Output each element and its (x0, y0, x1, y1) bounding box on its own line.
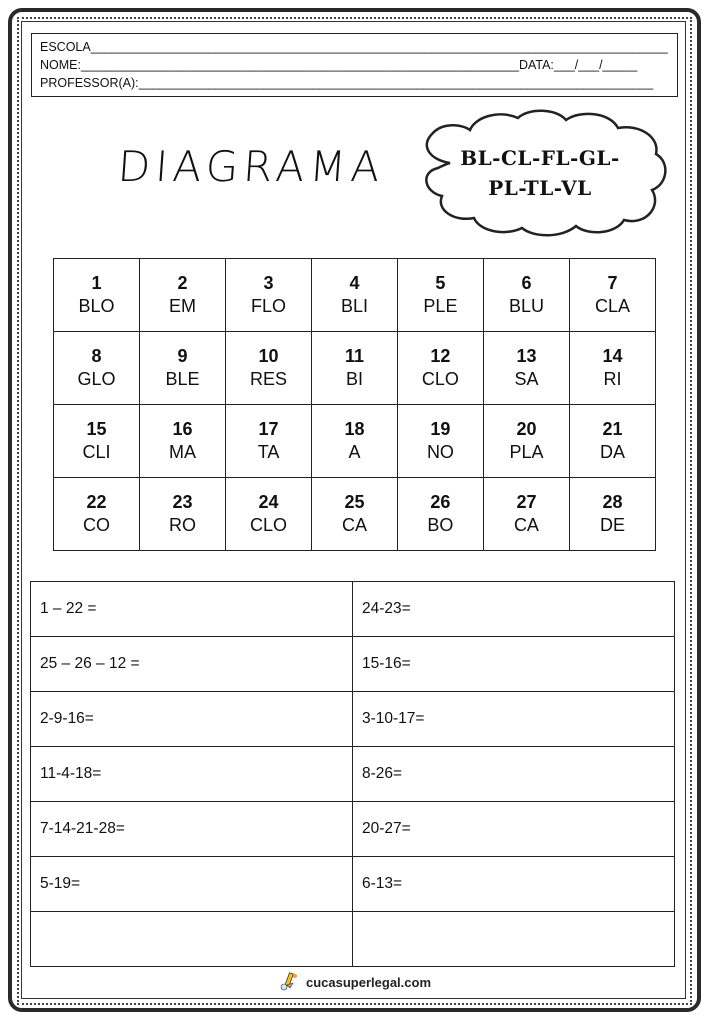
cell-number: 2 (177, 273, 188, 293)
cell-number: 12 (430, 346, 451, 366)
grid-cell (54, 332, 140, 405)
cell-number: 24 (258, 492, 279, 512)
grid-row (54, 405, 656, 478)
exercise-cell: 2-9-16= (31, 692, 353, 747)
cell-syllable: MA (169, 442, 197, 462)
cell-number: 21 (602, 419, 623, 439)
grid-cell (483, 259, 569, 332)
exercise-table (30, 581, 675, 967)
grid-cell (397, 405, 483, 478)
cell-syllable: BLO (78, 296, 115, 316)
cell-syllable: CO (83, 515, 111, 535)
exercise-cell: 11-4-18= (31, 747, 353, 802)
grid-cell (54, 405, 140, 478)
cell-syllable: A (348, 442, 361, 462)
cell-syllable: CLO (250, 515, 288, 535)
exercise-cell: 1 – 22 = (31, 582, 353, 637)
exercise-cell: 25 – 26 – 12 = (31, 637, 353, 692)
cell-number: 15 (86, 419, 107, 439)
cell-syllable: CLO (421, 369, 459, 389)
cell-syllable: DA (599, 442, 625, 462)
grid-cell (569, 259, 655, 332)
cell-number: 9 (177, 346, 188, 366)
grid-cell (397, 332, 483, 405)
grid-cell (312, 259, 398, 332)
cell-syllable: RES (250, 369, 288, 389)
cell-number: 7 (607, 273, 618, 293)
cell-number: 28 (602, 492, 623, 512)
cell-syllable: BI (345, 369, 363, 389)
exercise-cell: 15-16= (353, 637, 675, 692)
exercise-cell: 5-19= (31, 857, 353, 912)
cell-number: 19 (430, 419, 451, 439)
page-title: DIAGRAMA (116, 142, 387, 191)
exercise-cell: 8-26= (353, 747, 675, 802)
cell-syllable: RO (169, 515, 197, 535)
cell-number: 18 (344, 419, 365, 439)
cell-syllable: CA (341, 515, 367, 535)
grid-row (54, 478, 656, 551)
student-info-box (31, 33, 678, 97)
exercise-row (31, 912, 675, 967)
cell-number: 26 (430, 492, 451, 512)
grid-cell (226, 478, 312, 551)
footer (0, 972, 709, 995)
grid-cell (312, 332, 398, 405)
cell-number: 25 (344, 492, 365, 512)
cell-number: 22 (86, 492, 107, 512)
cell-syllable: PLA (509, 442, 544, 462)
exercise-row (31, 582, 675, 637)
cell-number: 10 (258, 346, 279, 366)
cell-syllable: RI (603, 369, 622, 389)
cell-number: 27 (516, 492, 537, 512)
exercise-row (31, 802, 675, 857)
grid-cell (569, 478, 655, 551)
cell-number: 13 (516, 346, 537, 366)
exercise-cell: 7-14-21-28= (31, 802, 353, 857)
exercise-row (31, 747, 675, 802)
teacher-line: PROFESSOR(A):__________________________________________________________________________ (40, 76, 654, 90)
cell-number: 3 (263, 273, 274, 293)
cloud-text-line-2: PL-TL-VL (488, 176, 592, 200)
exercise-cell: 6-13= (353, 857, 675, 912)
cell-syllable: BLU (508, 296, 544, 316)
grid-cell (397, 478, 483, 551)
grid-cell (397, 259, 483, 332)
exercise-row (31, 857, 675, 912)
grid-cell (140, 332, 226, 405)
exercise-cell (31, 912, 353, 967)
cell-number: 11 (344, 346, 365, 366)
grid-cell (312, 478, 398, 551)
cell-syllable: BO (427, 515, 454, 535)
exercise-cell: 24-23= (353, 582, 675, 637)
grid-cell (54, 478, 140, 551)
cell-number: 23 (172, 492, 193, 512)
cell-syllable: FLO (251, 296, 287, 316)
exercise-cell (353, 912, 675, 967)
cell-syllable: EM (169, 296, 197, 316)
cell-syllable: CLA (594, 296, 630, 316)
grid-cell (483, 332, 569, 405)
grid-cell (226, 405, 312, 478)
cloud-shape (410, 108, 672, 238)
cell-syllable: CA (513, 515, 539, 535)
cell-syllable: BLI (340, 296, 369, 316)
exercise-cell: 3-10-17= (353, 692, 675, 747)
exercise-row (31, 692, 675, 747)
cell-syllable: TA (257, 442, 280, 462)
cell-syllable: DE (599, 515, 625, 535)
pencil-mascot-icon (278, 972, 300, 995)
cell-syllable: PLE (423, 296, 458, 316)
cell-syllable: BLE (165, 369, 200, 389)
cell-number: 17 (258, 419, 279, 439)
cell-number: 20 (516, 419, 537, 439)
grid-cell (569, 405, 655, 478)
cell-syllable: NO (426, 442, 454, 462)
site-name: cucasuperlegal.com (306, 974, 431, 990)
cell-number: 1 (91, 273, 102, 293)
cell-number: 6 (521, 273, 532, 293)
exercise-cell: 20-27= (353, 802, 675, 857)
grid-row (54, 332, 656, 405)
school-line: ESCOLA___________________________________________________________________________________ (40, 40, 668, 54)
grid-cell (140, 478, 226, 551)
cell-number: 5 (435, 273, 446, 293)
grid-cell (140, 405, 226, 478)
grid-cell (569, 332, 655, 405)
cell-number: 14 (602, 346, 623, 366)
name-date-line: NOME:_______________________________________________________________DATA:___/___/_____ (40, 58, 638, 72)
grid-row (54, 259, 656, 332)
cell-syllable: CLI (82, 442, 111, 462)
grid-cell (483, 405, 569, 478)
cell-syllable: GLO (77, 369, 116, 389)
cell-syllable: SA (514, 369, 539, 389)
cell-number: 16 (172, 419, 193, 439)
cloud-text-line-1: BL-CL-FL-GL- (460, 146, 620, 170)
exercise-row (31, 637, 675, 692)
syllable-grid (53, 258, 656, 551)
grid-cell (226, 332, 312, 405)
cell-number: 4 (349, 273, 360, 293)
grid-cell (140, 259, 226, 332)
cell-number: 8 (91, 346, 102, 366)
grid-cell (483, 478, 569, 551)
grid-cell (312, 405, 398, 478)
grid-cell (226, 259, 312, 332)
grid-cell (54, 259, 140, 332)
